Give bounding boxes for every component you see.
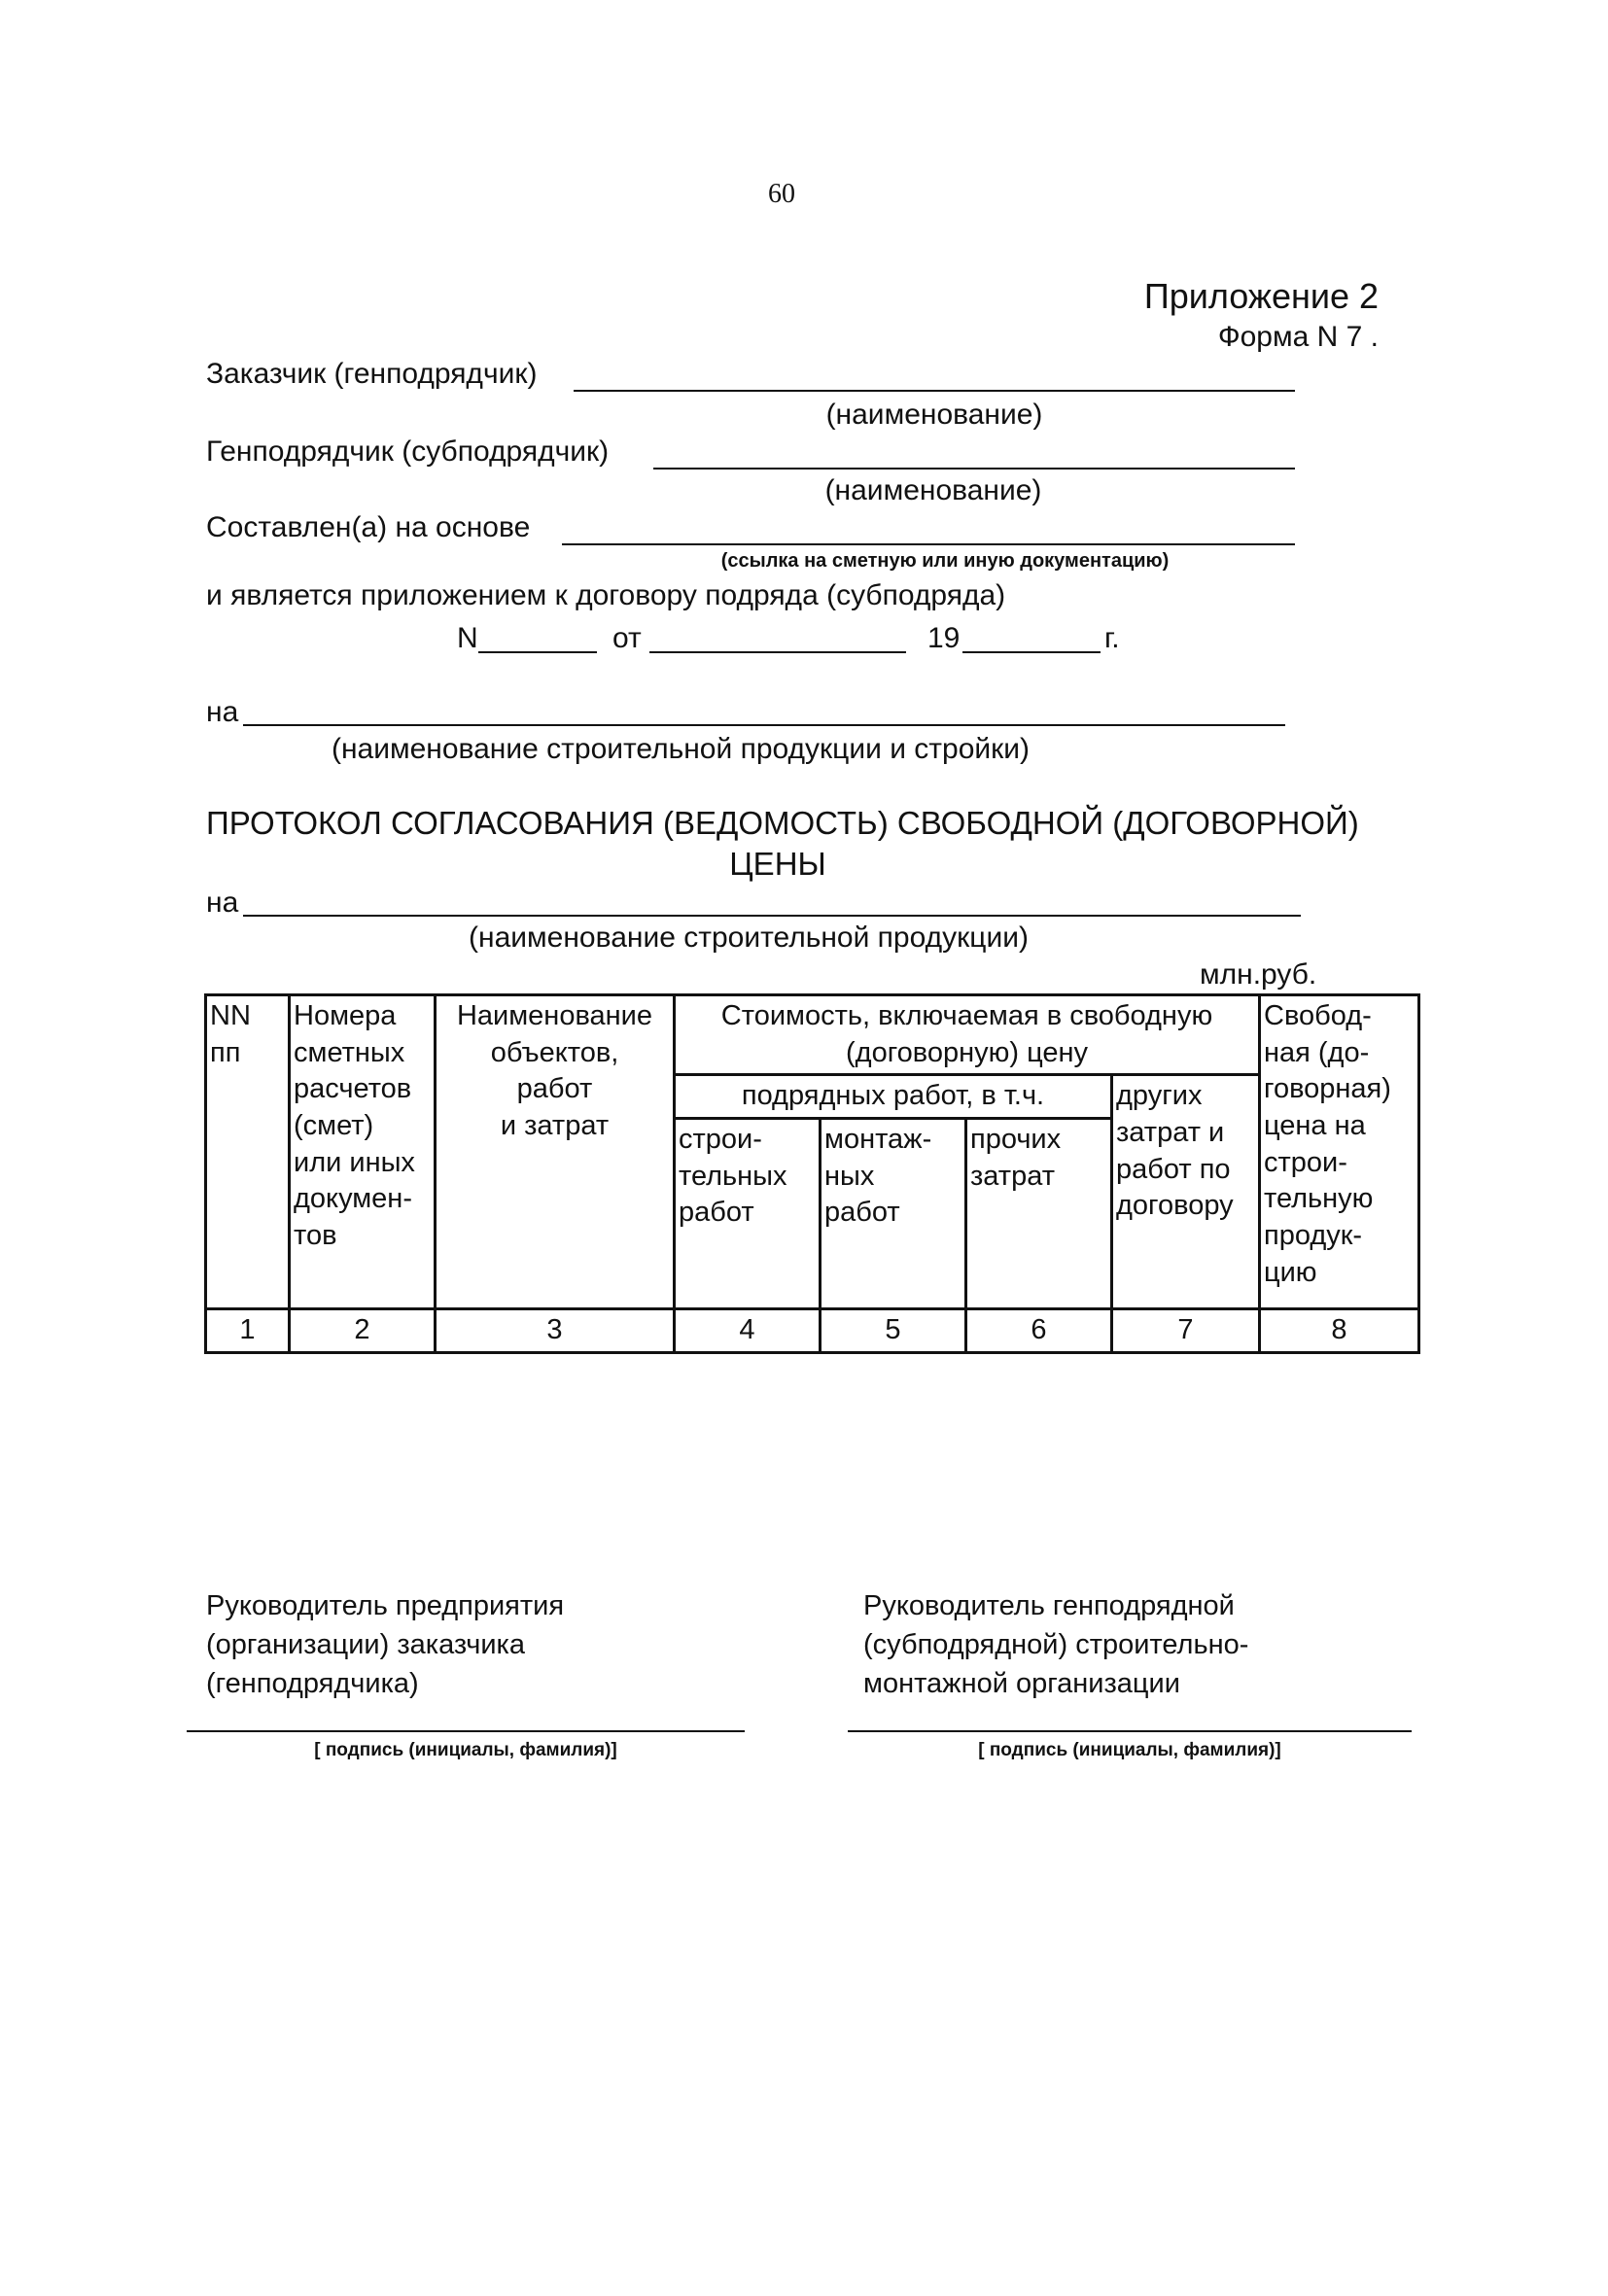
signature-block-contractor	[863, 1586, 1248, 1703]
price-table	[204, 993, 1420, 1354]
customer-label: Заказчик (генподрядчик)	[206, 358, 538, 390]
signature-title-line: (генподрядчика)	[206, 1668, 419, 1699]
basis-label: Составлен(а) на основе	[206, 511, 531, 543]
contractor-line[interactable]	[653, 468, 1295, 470]
header-row-number: NN пп	[206, 995, 290, 1309]
contract-year-suffix: г.	[1104, 622, 1120, 654]
header-estimate-numbers: Номера сметных расчетов (смет) или иных докумен- тов	[290, 995, 436, 1309]
signature-line-contractor[interactable]	[848, 1730, 1412, 1732]
column-number: 3	[436, 1309, 675, 1353]
contractor-hint: (наименование)	[824, 474, 1042, 506]
header-installation-works: монтаж- ных работ	[821, 1119, 966, 1309]
object-on-label: на	[206, 696, 239, 728]
column-number: 7	[1112, 1309, 1260, 1353]
contract-date-line[interactable]	[649, 651, 906, 653]
page-number: 60	[768, 179, 795, 209]
signature-title-line: монтажной организации	[863, 1668, 1180, 1699]
contract-date-label: от	[612, 622, 642, 654]
signature-title-line: (субподрядной) строительно-	[863, 1629, 1249, 1660]
product-hint: (наименование строительной продукции)	[469, 922, 1029, 954]
contractor-label: Генподрядчик (субподрядчик)	[206, 435, 610, 468]
contract-year-label: 19	[927, 622, 961, 654]
appendix-label: Приложение 2	[1143, 276, 1379, 316]
header-other-expenses: прочих затрат	[966, 1119, 1112, 1309]
contract-year-line[interactable]	[962, 651, 1101, 653]
signature-line-customer[interactable]	[187, 1730, 745, 1732]
header-other-costs: других затрат и работ по договору	[1112, 1075, 1260, 1309]
object-line[interactable]	[243, 724, 1285, 726]
contract-number-line[interactable]	[478, 651, 597, 653]
basis-hint: (ссылка на сметную или иную документацию)	[720, 550, 1170, 572]
customer-line[interactable]	[574, 390, 1295, 392]
column-number: 2	[290, 1309, 436, 1353]
header-contract-works: подрядных работ, в т.ч.	[675, 1075, 1112, 1119]
signature-title-line: Руководитель предприятия	[206, 1590, 565, 1621]
document-title: ПРОТОКОЛ СОГЛАСОВАНИЯ (ВЕДОМОСТЬ) СВОБОДНОЙ (ДОГОВОРНОЙ)	[206, 805, 1359, 841]
signature-caption-contractor: [ подпись (инициалы, фамилия)]	[978, 1740, 1281, 1760]
header-free-price: Свобод- ная (до- говорная) цена на строи- тельную продук- цию	[1260, 995, 1419, 1309]
header-object-names: Наименование объектов, работ и затрат	[436, 995, 675, 1309]
column-number: 5	[821, 1309, 966, 1353]
header-construction-works: строи- тельных работ	[675, 1119, 821, 1309]
product-line[interactable]	[243, 915, 1301, 917]
document-title-line2: ЦЕНЫ	[729, 846, 826, 882]
contract-number-label: N	[457, 622, 478, 654]
column-number: 1	[206, 1309, 290, 1353]
column-numbers-row	[206, 1309, 1419, 1353]
basis-line[interactable]	[562, 543, 1295, 545]
annex-text: и является приложением к договору подряда (субподряда)	[206, 579, 1006, 611]
column-number: 6	[966, 1309, 1112, 1353]
object-hint: (наименование строительной продукции и стройки)	[331, 733, 1031, 765]
form-number: Форма N 7 .	[1217, 321, 1379, 353]
customer-hint: (наименование)	[825, 399, 1043, 431]
signature-title-line: (организации) заказчика	[206, 1629, 525, 1660]
signature-caption-customer: [ подпись (инициалы, фамилия)]	[314, 1740, 617, 1760]
column-number: 8	[1260, 1309, 1419, 1353]
units-label: млн.руб.	[1200, 958, 1317, 991]
signature-block-customer	[206, 1586, 564, 1703]
column-number: 4	[675, 1309, 821, 1353]
header-cost-group: Стоимость, включаемая в свободную (договорную) цену	[675, 995, 1260, 1075]
product-on-label: на	[206, 887, 239, 919]
signature-title-line: Руководитель генподрядной	[863, 1590, 1235, 1621]
